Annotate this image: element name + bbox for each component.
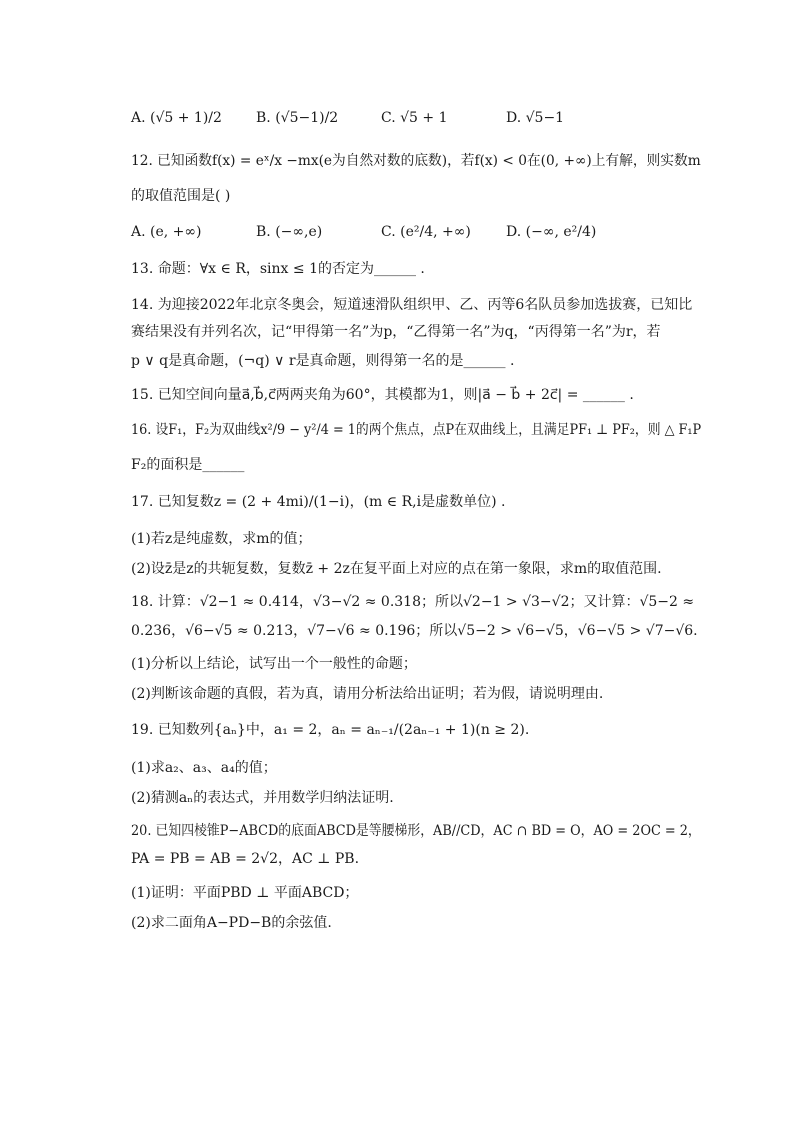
q20-stem-line1: 20. 已知四棱锥P−ABCD的底面ABCD是等腰梯形，AB//CD，AC ∩ BD = O，AO = 2OC = 2， [131, 823, 701, 839]
q14-stem-line2: 赛结果没有并列名次，记“甲得第一名”为p，“乙得第一名”为q，“丙得第一名”为r，若 [131, 324, 661, 340]
q11-option-c: C. √5 + 1 [381, 110, 448, 126]
q18-part2: (2)判断该命题的真假，若为真，请用分析法给出证明；若为假，请说明理由. [131, 686, 604, 702]
q18-part1: (1)分析以上结论，试写出一个一般性的命题； [131, 656, 417, 672]
q12-stem-line1: 12. 已知函数f(x) = eˣ/x −mx(e为自然对数的底数)，若f(x) < 0在(0, +∞)上有解，则实数m [131, 153, 701, 169]
q11-options [131, 108, 691, 128]
q19-part1: (1)求a₂、a₃、a₄的值； [131, 760, 277, 776]
q12-option-a: A. (e, +∞) [131, 224, 202, 240]
q12-option-c: C. (e²/4, +∞) [381, 224, 471, 240]
q14-stem-line3: p ∨ q是真命题，(¬q) ∨ r是真命题，则得第一名的是______ . [131, 353, 515, 369]
q17-part1: (1)若z是纯虚数，求m的值； [131, 531, 312, 547]
q12-option-b: B. (−∞,e) [256, 224, 323, 240]
q17-part2: (2)设z̄是z的共轭复数，复数z̄ + 2z在复平面上对应的点在第一象限，求m的取值范围. [131, 561, 662, 577]
q12-options [131, 222, 691, 242]
q12-option-d: D. (−∞, e²/4) [506, 224, 597, 240]
q19-stem: 19. 已知数列{aₙ}中，a₁ = 2，aₙ = aₙ₋₁/(2aₙ₋₁ + 1)(n ≥ 2). [131, 722, 530, 738]
q14-stem-line1: 14. 为迎接2022年北京冬奥会，短道速滑队组织甲、乙、丙等6名队员参加选拔赛，已知比 [131, 297, 693, 313]
q18-stem-line2: 0.236，√6−√5 ≈ 0.213，√7−√6 ≈ 0.196；所以√5−2 > √6−√5，√6−√5 > √7−√6. [131, 623, 698, 639]
q16-stem-line2: F₂的面积是______ [131, 457, 245, 473]
q11-option-a: A. (√5 + 1)/2 [131, 110, 222, 126]
q20-part1: (1)证明：平面PBD ⊥ 平面ABCD； [131, 885, 359, 901]
q17-stem: 17. 已知复数z = (2 + 4mi)/(1−i)，(m ∈ R,i是虚数单位) . [131, 494, 506, 510]
q18-stem-line1: 18. 计算：√2−1 ≈ 0.414，√3−√2 ≈ 0.318；所以√2−1 > √3−√2；又计算：√5−2 ≈ [131, 594, 695, 610]
q20-stem-line2: PA = PB = AB = 2√2，AC ⊥ PB. [131, 851, 360, 867]
q16-stem-line1: 16. 设F₁，F₂为双曲线x²/9 − y²/4 = 1的两个焦点，点P在双曲线上，且满足PF₁ ⊥ PF₂，则 △ F₁P [131, 422, 702, 438]
q11-option-b: B. (√5−1)/2 [256, 110, 339, 126]
q13-stem: 13. 命题：∀x ∈ R，sinx ≤ 1的否定为______ . [131, 261, 425, 277]
q19-part2: (2)猜测aₙ的表达式，并用数学归纳法证明. [131, 790, 394, 806]
q20-part2: (2)求二面角A−PD−B的余弦值. [131, 915, 332, 931]
q11-option-d: D. √5−1 [506, 110, 565, 126]
q12-stem-line2: 的取值范围是( ) [131, 188, 231, 204]
q15-stem: 15. 已知空间向量a⃗,b⃗,c⃗两两夹角为60°，其模都为1，则|a⃗ − b⃗ + 2c⃗| = ______ . [131, 387, 634, 403]
